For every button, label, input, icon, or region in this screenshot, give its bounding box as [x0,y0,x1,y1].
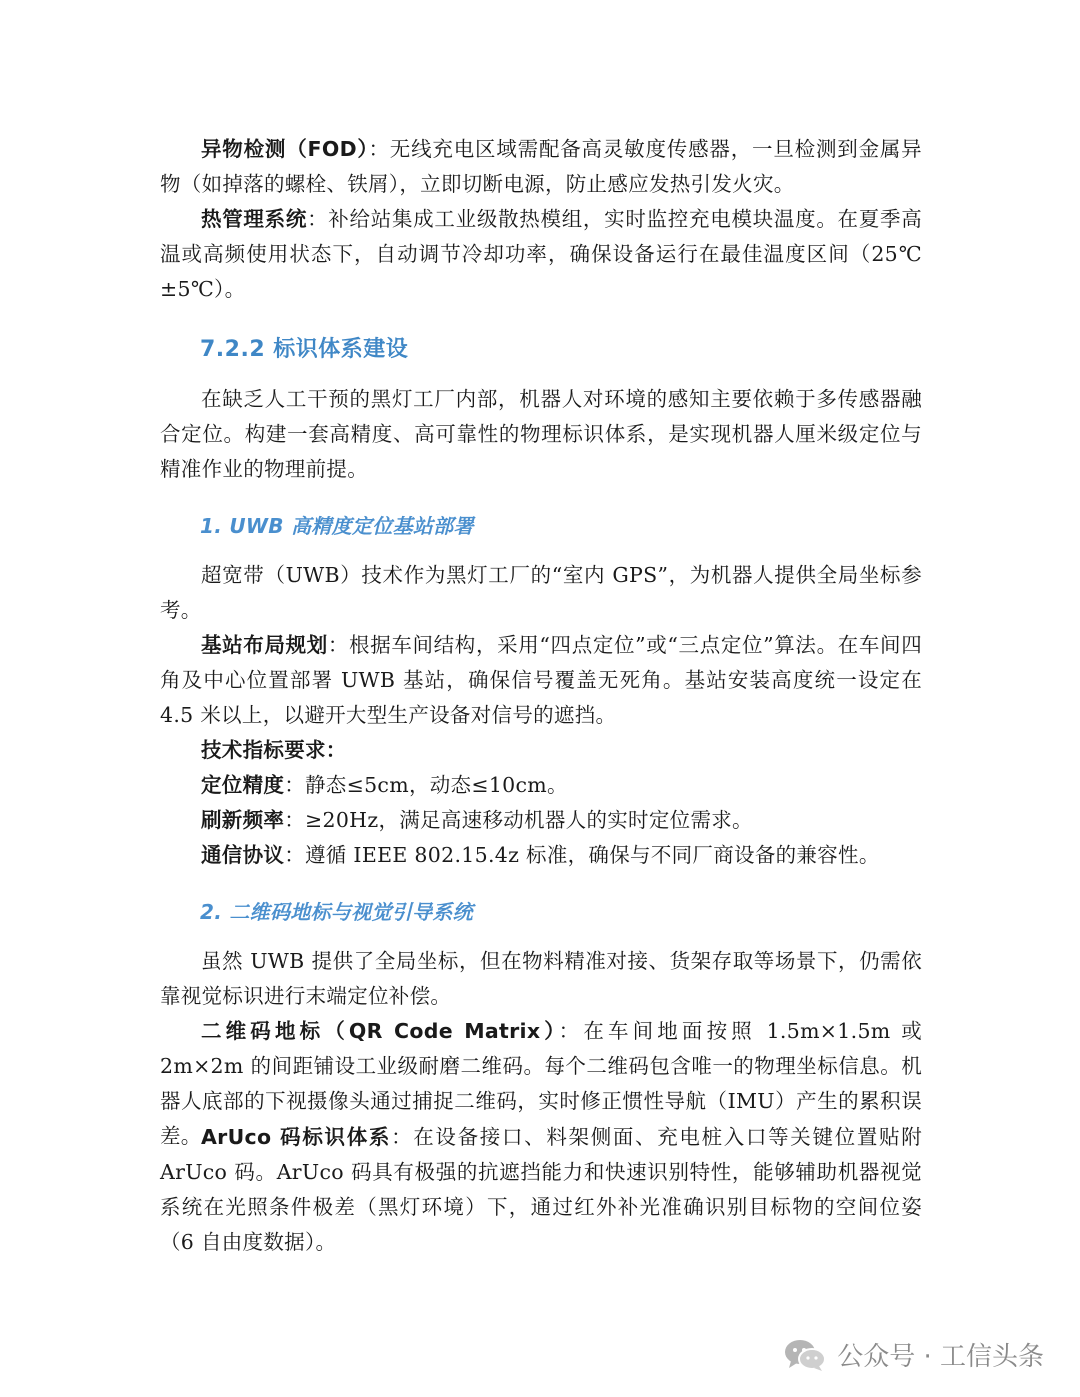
layout-text: ：根据车间结构，采用“四点定位”或“三点定位”算法。在车间四角及中心位置部署 UWB 基站，确保信号覆盖无死角。基站安装高度统一设定在 4.5 米以上，以避开大型生产设备对信号的遮挡。 [160,633,922,727]
vision-intro-paragraph: 虽然 UWB 提供了全局坐标，但在物料精准对接、货架存取等场景下，仍需依靠视觉标识进行末端定位补偿。 [160,949,922,1008]
watermark-text: 公众号 · 工信头条 [837,1342,1044,1372]
wechat-icon [783,1337,827,1373]
qr-lead: 二维码地标（QR Code Matrix） [201,1019,559,1043]
spec-protocol-text: ：遵循 IEEE 802.15.4z 标准，确保与不同厂商设备的兼容性。 [284,843,880,867]
fod-text: ：无线充电区域需配备高灵敏度传感器，一旦检测到金属异物（如掉落的螺栓、铁屑），立即切断电源，防止感应发热引发火灾。 [160,137,922,196]
subsection-heading-uwb: 1. UWB 高精度定位基站部署 [200,514,474,538]
spec-title [160,733,922,768]
intro-paragraph: 在缺乏人工干预的黑灯工厂内部，机器人对环境的感知主要依赖于多传感器融合定位。构建一套高精度、高可靠性的物理标识体系，是实现机器人厘米级定位与精准作业的物理前提。 [160,387,922,481]
spec-accuracy [160,768,922,803]
spec-title-text: 技术指标要求： [201,738,347,762]
section-heading: 7.2.2 标识体系建设 [200,337,409,362]
fod-lead: 异物检测（FOD） [201,137,369,161]
aruco-text: ：在设备接口、料架侧面、充电桩入口等关键位置贴附 ArUco 码。ArUco 码具有极强的抗遮挡能力和快速识别特性，能够辅助机器视觉系统在光照条件极差（黑灯环境）下，通过红外补光准确识别目标物的空间位姿（6 自由度数据）。 [160,1125,923,1254]
layout-lead: 基站布局规划 [201,633,328,657]
spec-refresh [160,803,922,838]
aruco-paragraph [160,1120,922,1260]
aruco-lead: ArUco 码标识体系 [201,1125,392,1149]
spec-protocol [160,838,922,873]
subsection-heading-vision: 2. 二维码地标与视觉引导系统 [200,900,473,924]
layout-paragraph [160,628,922,733]
uwb-intro-paragraph: 超宽带（UWB）技术作为黑灯工厂的“室内 GPS”，为机器人提供全局坐标参考。 [160,563,922,622]
qr-text: ：在车间地面按照 1.5m×1.5m 或 2m×2m 的间距铺设工业级耐磨二维码。每个二维码包含唯一的物理坐标信息。机器人底部的下视摄像头通过捕捉二维码，实时修正惯性导航（IMU）产生的累积误差。 [160,1019,922,1148]
thermal-lead: 热管理系统 [201,207,308,231]
spec-protocol-lead: 通信协议 [201,843,285,867]
spec-accuracy-lead: 定位精度 [201,773,285,797]
fod-paragraph [160,132,922,202]
spec-accuracy-text: ：静态≤5cm，动态≤10cm。 [284,773,568,797]
spec-refresh-lead: 刷新频率 [201,808,285,832]
spec-refresh-text: ：≥20Hz，满足高速移动机器人的实时定位需求。 [284,808,753,832]
thermal-paragraph [160,202,922,307]
thermal-text: ：补给站集成工业级散热模组，实时监控充电模块温度。在夏季高温或高频使用状态下，自动调节冷却功率，确保设备运行在最佳温度区间（25℃±5℃）。 [160,207,922,301]
watermark [783,1336,1044,1373]
